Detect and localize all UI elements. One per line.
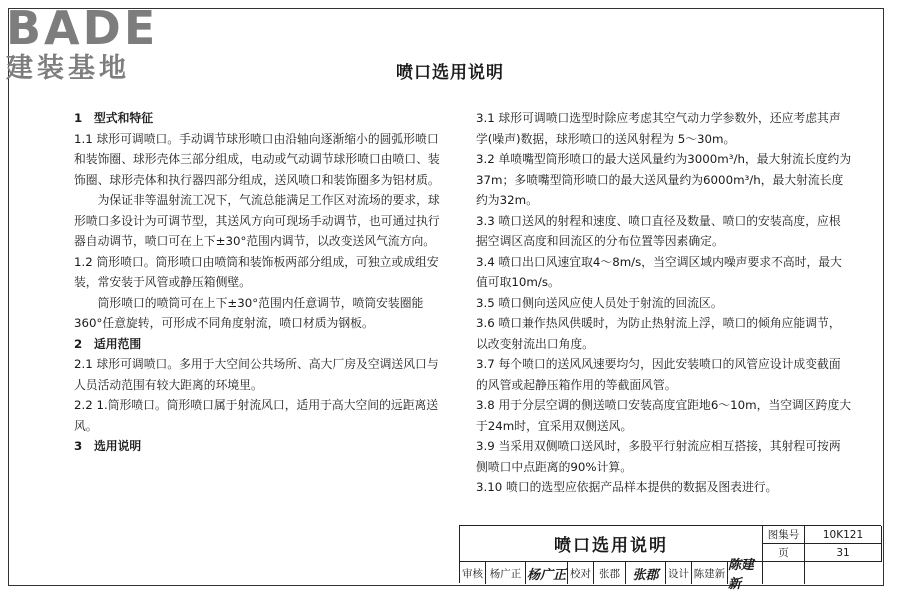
review-label: 审核 bbox=[460, 562, 486, 584]
signature-row bbox=[460, 558, 882, 592]
left-column bbox=[74, 108, 446, 457]
paragraph: 筒形喷口的喷筒可在上下±30°范围内任意调节，喷筒安装圈能360°任意旋转，可形成不同角度射流，喷口材质为钢板。 bbox=[74, 295, 424, 330]
atlas-value: 10K121 bbox=[805, 526, 882, 544]
section-heading: 3 选用说明 bbox=[74, 439, 142, 453]
design-signature: 陈建新 bbox=[728, 562, 763, 584]
paragraph: 1.2 筒形喷口。筒形喷口由喷筒和装饰板两部分组成，可独立或成组安装，常安装于风管或静压箱侧壁。 bbox=[74, 254, 439, 289]
check-name: 张郡 bbox=[594, 562, 626, 584]
paragraph: 3.3 喷口送风的射程和速度、喷口直径及数量、喷口的安装高度，应根据空调区高度和回流区的分布位置等因素确定。 bbox=[476, 213, 841, 248]
logo-subtitle: 建装基地 bbox=[6, 53, 130, 84]
paragraph: 3.6 喷口兼作热风供暖时，为防止热射流上浮，喷口的倾角应能调节，以改变射流出口角度。 bbox=[476, 316, 841, 351]
paragraph: 2.1 球形可调喷口。多用于大空间公共场所、高大厂房及空调送风口与人员活动范围有较大距离的环境里。 bbox=[74, 357, 439, 392]
atlas-label: 图集号 bbox=[763, 526, 805, 544]
title-block bbox=[459, 525, 881, 592]
paragraph: 3.2 单喷嘴型筒形喷口的最大送风量约为3000m³/h，最大射流长度约为37m；多喷嘴型筒形喷口的最大送风量约为6000m³/h，最大射流长度约为32m。 bbox=[476, 152, 852, 207]
paragraph: 3.1 球形可调喷口选型时除应考虑其空气动力学参数外，还应考虑其声学(噪声)数据，球形喷口的送风射程为 5～30m。 bbox=[476, 111, 841, 146]
paragraph: 3.8 用于分层空调的侧送喷口安装高度宜距地6～10m，当空调区跨度大于24m时，宜采用双侧送风。 bbox=[476, 398, 852, 433]
paragraph: 3.9 当采用双侧喷口送风时，多股平行射流应相互搭接，其射程可按两侧喷口中点距离的90%计算。 bbox=[476, 439, 841, 474]
page-value-bottom bbox=[805, 562, 882, 584]
page-value: 31 bbox=[805, 544, 882, 562]
page-label: 页 bbox=[763, 544, 805, 562]
check-label: 校对 bbox=[568, 562, 594, 584]
paragraph: 3.5 喷口侧向送风应使人员处于射流的回流区。 bbox=[476, 295, 723, 310]
paragraph: 1.1 球形可调喷口。手动调节球形喷口由沿轴向逐渐缩小的圆弧形喷口和装饰圈、球形壳体三部分组成，电动或气动调节球形喷口由喷口、装饰圈、球形壳体和执行器四部分组成，送风喷口和装饰圈多为铝材质。 bbox=[74, 131, 440, 187]
review-signature: 杨广正 bbox=[526, 562, 568, 584]
right-column bbox=[476, 108, 852, 498]
title-block-name: 喷口选用说明 bbox=[460, 526, 763, 562]
page-title: 喷口选用说明 bbox=[396, 63, 504, 83]
page-label-bottom bbox=[763, 562, 805, 584]
logo-wordmark: BADE bbox=[6, 1, 159, 55]
review-name: 杨广正 bbox=[486, 562, 526, 584]
design-label: 设计 bbox=[666, 562, 692, 584]
section-heading: 2 适用范围 bbox=[74, 336, 142, 351]
section-heading: 1 型式和特征 bbox=[74, 111, 153, 125]
design-name: 陈建新 bbox=[692, 562, 728, 584]
paragraph: 为保证非等温射流工况下，气流总能满足工作区对流场的要求，球形喷口多设计为可调节型，其送风方向可现场手动调节，也可通过执行器自动调节，喷口可在上下±30°范围内调节，以改变送风气流方向。 bbox=[74, 193, 440, 248]
check-signature: 张郡 bbox=[626, 562, 666, 584]
paragraph: 2.2 1.筒形喷口。筒形喷口属于射流风口，适用于高大空间的远距离送风。 bbox=[74, 398, 439, 433]
paragraph: 3.4 喷口出口风速宜取4～8m/s，当空调区域内噪声要求不高时，最大值可取10m/s。 bbox=[476, 254, 842, 289]
paragraph: 3.7 每个喷口的送风风速要均匀，因此安装喷口的风管应设计成变截面的风管或起静压箱作用的等截面风管。 bbox=[476, 357, 841, 392]
paragraph: 3.10 喷口的选型应依据产品样本提供的数据及图表进行。 bbox=[476, 480, 778, 494]
